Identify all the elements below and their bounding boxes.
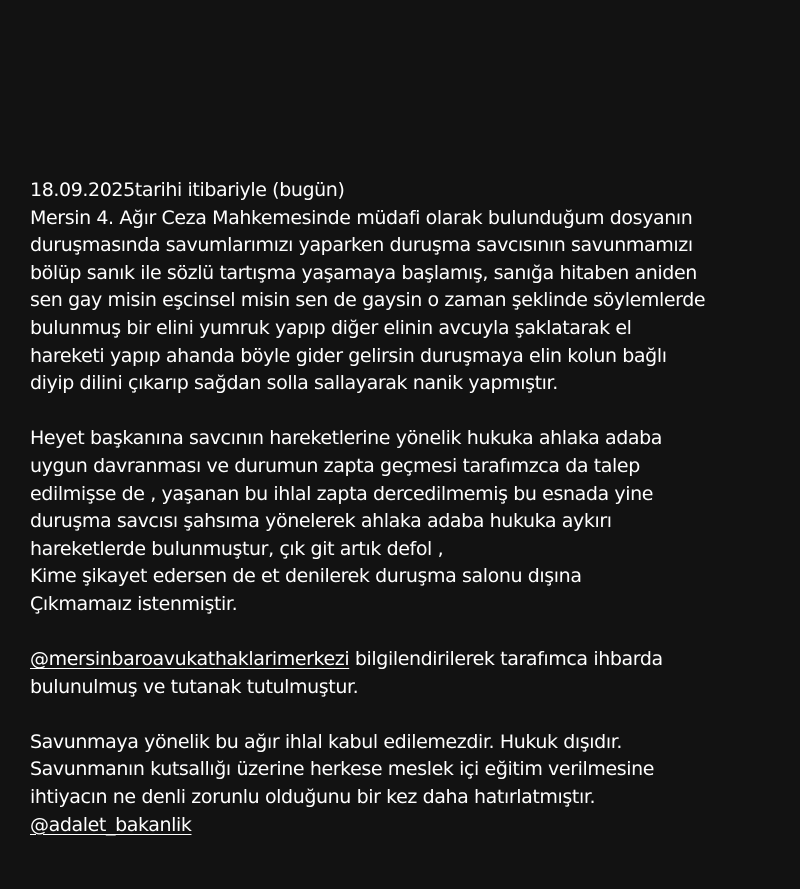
text-line: uygun davranması ve durumun zapta geçmesi tarafımzca da talep <box>30 454 640 477</box>
text-line: Heyet başkanına savcının hareketlerine yönelik hukuka ahlaka adaba <box>30 427 663 450</box>
text-line: bulunulmuş ve tutanak tutulmuştur. <box>30 675 359 698</box>
text-line: Çıkmamaız istenmiştir. <box>30 592 238 615</box>
text-line: bölüp sanık ile sözlü tartışma yaşamaya başlamış, sanığa hitaben aniden <box>30 261 697 284</box>
paragraph-conclusion <box>30 729 790 839</box>
mention-link-bar[interactable]: @mersinbaroavukathaklarimerkezi <box>30 648 350 671</box>
text-line: Mersin 4. Ağır Ceza Mahkemesinde müdafi olarak bulunduğum dosyanın <box>30 206 693 229</box>
text-fragment: bilgilendirilerek tarafımca ihbarda <box>349 648 663 671</box>
text-line: hareketi yapıp ahanda böyle gider gelirsin duruşmaya elin kolun bağlı <box>30 344 667 367</box>
text-line: 18.09.2025tarihi itibariyle (bugün) <box>30 179 345 201</box>
paragraph-request <box>30 425 790 618</box>
text-line: duruşmasında savumlarımızı yaparken duruşma savcısının savunmamızı <box>30 234 693 257</box>
text-line: Savunmanın kutsallığı üzerine herkese meslek içi eğitim verilmesine <box>30 758 655 781</box>
paragraph-notification <box>30 646 790 701</box>
text-line: sen gay misin eşcinsel misin sen de gaysin o zaman şeklinde söylemlerde <box>30 289 706 312</box>
paragraph-gap <box>30 701 790 729</box>
text-line: diyip dilini çıkarıp sağdan solla sallayarak nanik yapmıştır. <box>30 372 558 395</box>
text-line: hareketlerde bulunmuştur, çık git artık defol , <box>30 537 444 560</box>
text-line: Savunmaya yönelik bu ağır ihlal kabul edilemezdir. Hukuk dışıdır. <box>30 730 623 753</box>
text-line: ihtiyacın ne denli zorunlu olduğunu bir kez daha hatırlatmıştır. <box>30 786 596 809</box>
text-line <box>30 812 790 840</box>
text-line: edilmişse de , yaşanan bu ihlal zapta dercedilmemiş bu esnada yine <box>30 482 654 505</box>
text-line: bulunmuş bir elini yumruk yapıp diğer elinin avcuyla şaklatarak el <box>30 316 632 339</box>
story-text <box>30 177 790 839</box>
paragraph-gap <box>30 398 790 426</box>
text-line: duruşma savcısı şahsıma yönelerek ahlaka adaba hukuka aykırı <box>30 510 612 533</box>
paragraph-incident <box>30 177 790 398</box>
paragraph-gap <box>30 619 790 647</box>
text-line <box>30 646 790 674</box>
mention-link-ministry[interactable]: @adalet_bakanlik <box>30 813 192 836</box>
text-line: Kime şikayet edersen de et denilerek duruşma salonu dışına <box>30 565 582 588</box>
